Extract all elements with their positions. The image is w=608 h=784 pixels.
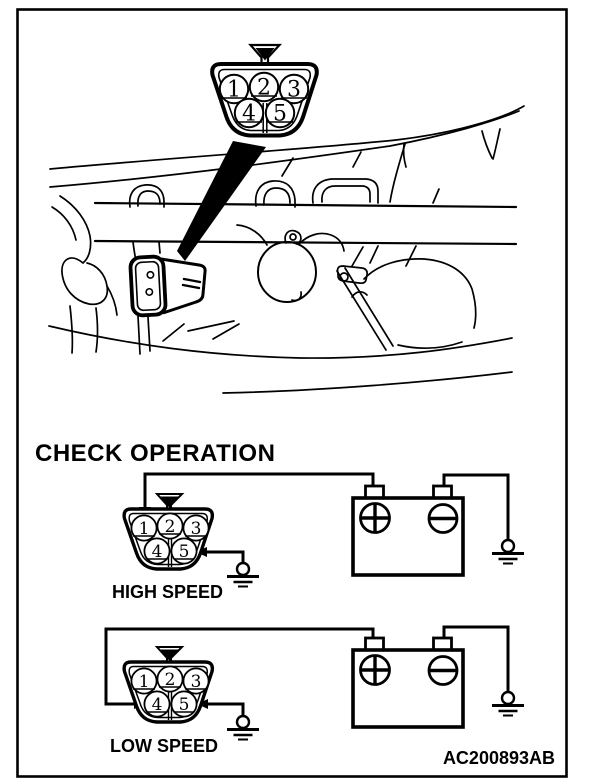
high-speed-label: HIGH SPEED [112, 582, 224, 602]
battery-symbol [353, 638, 463, 727]
section-title: CHECK OPERATION [35, 440, 276, 467]
figure-code: AC200893AB [442, 748, 555, 768]
pin-number-1: 1 [227, 77, 241, 103]
pin-number-3: 3 [287, 77, 301, 103]
pin-number-2: 2 [257, 75, 271, 101]
battery-symbol [353, 486, 463, 575]
pin-number-5: 5 [273, 101, 287, 127]
low-speed-label: LOW SPEED [110, 736, 219, 756]
pin-number-4: 4 [242, 101, 256, 127]
